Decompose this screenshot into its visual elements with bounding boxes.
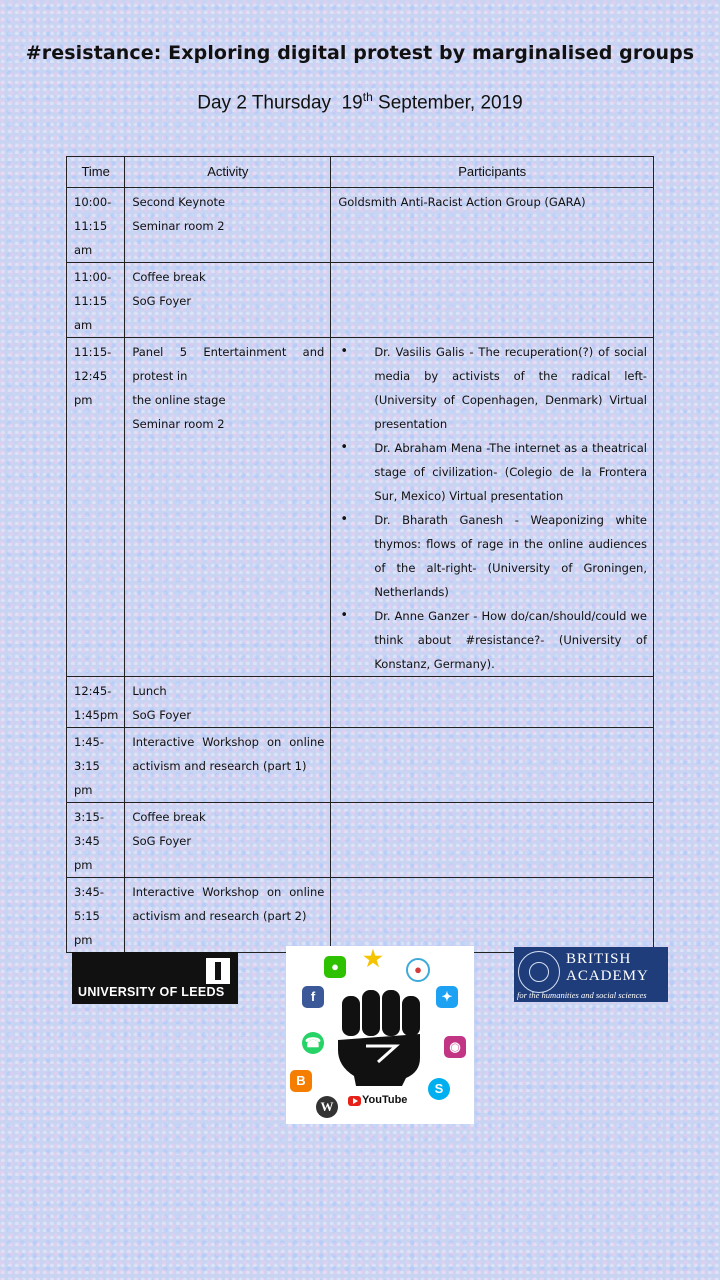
- wechat-icon: ●: [324, 956, 346, 978]
- blogger-icon: B: [290, 1070, 312, 1092]
- youtube-text: YouTube: [362, 1094, 408, 1106]
- date-suffix: th: [362, 90, 373, 104]
- raised-fist-icon: [336, 988, 428, 1088]
- table-row: [67, 803, 654, 878]
- participants-cell: Goldsmith Anti-Racist Action Group (GARA): [331, 188, 654, 263]
- table-row: [67, 188, 654, 263]
- activity-cell: Coffee break SoG Foyer: [125, 263, 331, 338]
- header-participants: Participants: [331, 157, 654, 188]
- list-item: • Dr. Anne Ganzer - How do/can/should/could we think about #resistance?- (University of Konstanz, Germany).: [338, 604, 647, 676]
- instagram-icon: ◉: [444, 1036, 466, 1058]
- table-row: [67, 338, 654, 677]
- time-cell: 11:00- 11:15 am: [67, 263, 125, 338]
- table-row: [67, 878, 654, 953]
- participants-cell: [331, 803, 654, 878]
- list-item: • Dr. Bharath Ganesh - Weaponizing white thymos: flows of rage in the online audiences of the alt-right- (University of Groningen, Netherlands): [338, 508, 647, 604]
- british-academy-logo: [514, 947, 668, 1002]
- list-item: • Dr. Vasilis Galis - The recuperation(?) of social media by activists of the radical left- (University of Copenhagen, Denmark) Virtual presentation: [338, 340, 647, 436]
- leeds-logo-text: UNIVERSITY OF LEEDS: [78, 985, 225, 999]
- social-media-collage: [286, 946, 474, 1124]
- time-cell: 1:45- 3:15 pm: [67, 728, 125, 803]
- list-item: • Dr. Abraham Mena -The internet as a theatrical stage of civilization- (Colegio de la Frontera Sur, Mexico) Virtual presentation: [338, 436, 647, 508]
- header-time: Time: [67, 157, 125, 188]
- activity-cell: Interactive Workshop on online activism and research (part 1): [125, 728, 331, 803]
- british-academy-tagline: for the humanities and social sciences: [517, 990, 647, 1000]
- table-row: [67, 263, 654, 338]
- participants-cell: [331, 263, 654, 338]
- participants-cell: [331, 338, 654, 677]
- time-cell: 11:15- 12:45 pm: [67, 338, 125, 677]
- whatsapp-icon: ☎: [302, 1032, 324, 1054]
- header-activity: Activity: [125, 157, 331, 188]
- skype-icon: S: [428, 1078, 450, 1100]
- time-cell: 3:15- 3:45 pm: [67, 803, 125, 878]
- star-icon: ★: [363, 946, 383, 971]
- crest-icon: [518, 951, 560, 993]
- page-title: #resistance: Exploring digital protest by marginalised groups: [25, 42, 695, 64]
- activity-cell: Second Keynote Seminar room 2: [125, 188, 331, 263]
- schedule-table: [66, 156, 654, 953]
- date-number: 19: [341, 92, 363, 114]
- event-date: [0, 90, 720, 114]
- british-academy-name: BRITISH ACADEMY: [566, 951, 649, 984]
- parkinson-tower-icon: [206, 958, 230, 984]
- table-header-row: [67, 157, 654, 188]
- date-rest: September, 2019: [378, 92, 523, 114]
- time-cell: 3:45- 5:15 pm: [67, 878, 125, 953]
- table-row: [67, 728, 654, 803]
- table-row: [67, 677, 654, 728]
- day-label: Day 2 Thursday: [197, 92, 332, 114]
- participants-cell: [331, 878, 654, 953]
- activity-cell: Lunch SoG Foyer: [125, 677, 331, 728]
- participants-cell: [331, 677, 654, 728]
- periscope-icon: ●: [406, 958, 430, 982]
- activity-cell: Interactive Workshop on online activism and research (part 2): [125, 878, 331, 953]
- participants-cell: [331, 728, 654, 803]
- twitter-icon: ✦: [436, 986, 458, 1008]
- time-cell: 10:00- 11:15 am: [67, 188, 125, 263]
- wordpress-icon: W: [316, 1096, 338, 1118]
- youtube-icon: [348, 1096, 361, 1106]
- activity-cell: Coffee break SoG Foyer: [125, 803, 331, 878]
- activity-cell: Panel 5 Entertainment and protest in the online stage Seminar room 2: [125, 338, 331, 677]
- time-cell: 12:45- 1:45pm: [67, 677, 125, 728]
- university-of-leeds-logo: [72, 952, 238, 1004]
- facebook-icon: f: [302, 986, 324, 1008]
- participants-list: [338, 340, 647, 676]
